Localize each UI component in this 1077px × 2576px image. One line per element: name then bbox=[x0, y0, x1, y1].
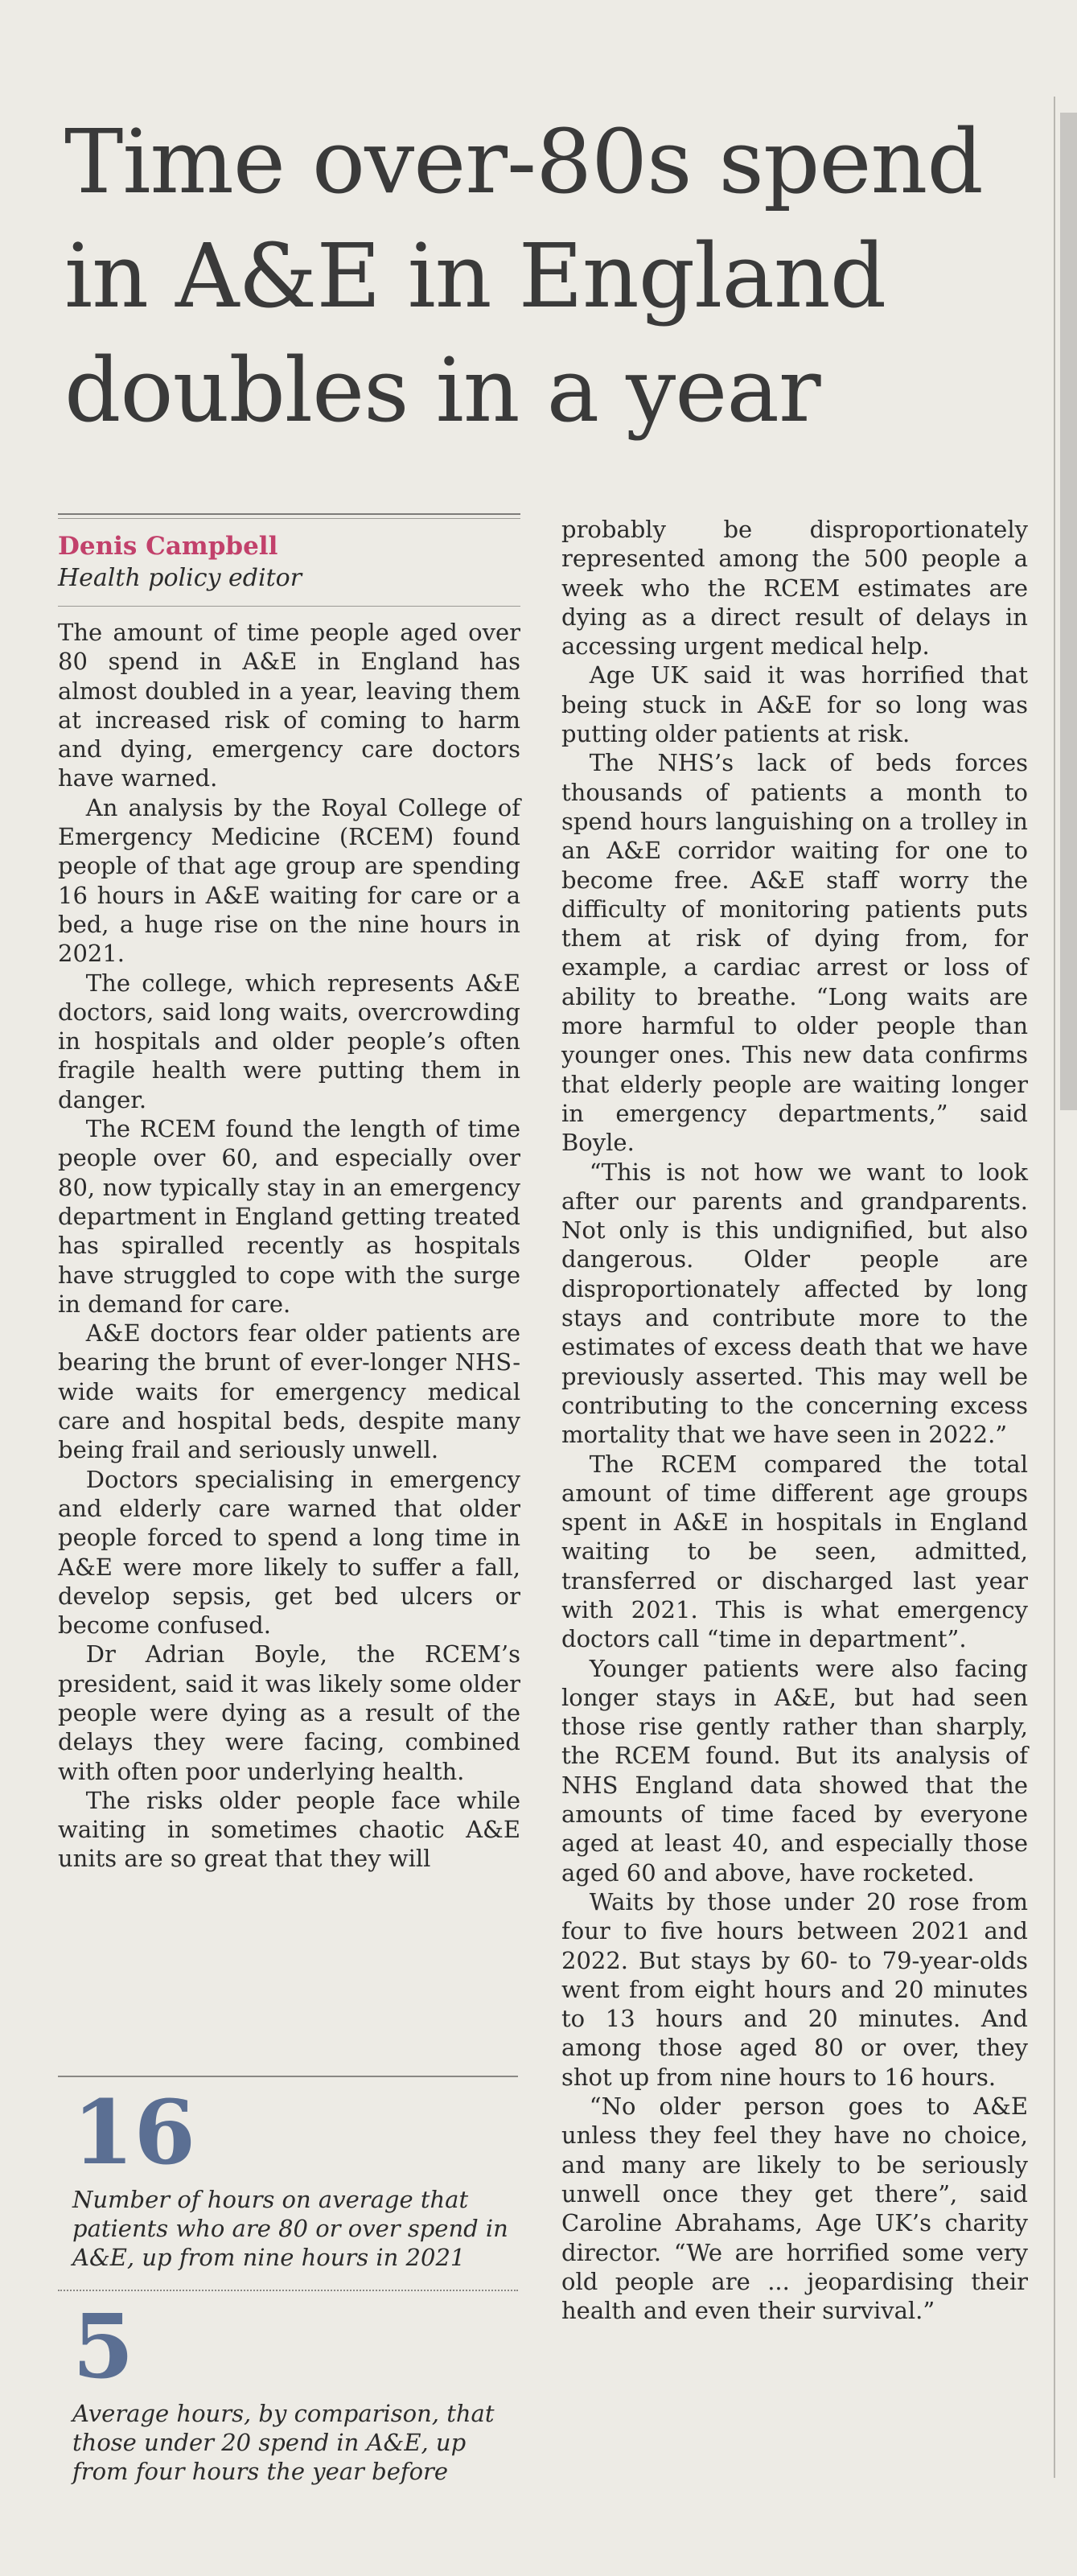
paragraph: An analysis by the Royal College of Emergency Medicine (RCEM) found people of that age group are spending 16 hours in A&E waiting for care or a bed, a huge rise on the nine hours in 2021. bbox=[58, 793, 520, 968]
byline-name: Denis Campbell bbox=[58, 532, 278, 561]
headline: Time over-80s spend in A&E in England doubles in a year bbox=[64, 110, 983, 442]
article-column-right bbox=[561, 515, 1028, 2325]
paragraph: Younger patients were also facing longer stays in A&E, but had seen those rise gently rather than sharply, the RCEM found. But its analysis of NHS England data showed that the amounts of time faced by everyone aged at least 40, and especially those aged 60 and above, have rocketed. bbox=[561, 1654, 1028, 1887]
paragraph: The RCEM found the length of time people over 60, and especially over 80, now typically stay in an emergency department in England getting treated has spiralled recently as hospitals have struggled to cope with the surge in demand for care. bbox=[58, 1115, 520, 1318]
paragraph: The amount of time people aged over 80 spend in A&E in England has almost doubled in a year, leaving them at increased risk of coming to harm and dying, emergency care doctors have warned. bbox=[58, 619, 520, 792]
paragraph: Doctors specialising in emergency and elderly care warned that older people forced to spend a long time in A&E were more likely to suffer a fall, develop sepsis, get bed ulcers or become confused. bbox=[58, 1465, 520, 1640]
paragraph: The NHS’s lack of beds forces thousands of patients a month to spend hours languishing on a trolley in an A&E corridor waiting for one to become free. A&E staff worry the difficulty of monitoring patients puts them at risk of dying from, for example, a cardiac arrest or loss of ability to breathe. “Long waits are more harmful to older people than younger ones. This new data confirms that elderly people are waiting longer in emergency departments,” said Boyle. bbox=[561, 749, 1028, 1157]
paragraph: The RCEM compared the total amount of time different age groups spent in A&E in hospitals in England waiting to be seen, admitted, transferred or discharged last year with 2021. This is what emergency doctors call “time in department”. bbox=[561, 1450, 1028, 1653]
adjacent-column-edge bbox=[1060, 113, 1077, 1110]
paragraph: “No older person goes to A&E unless they feel they have no choice, and many are likely to be seriously unwell once they get there”, said Caroline Abrahams, Age UK’s charity director. “We are horrified some very old people are ... jeopardising their health and even their survival.” bbox=[561, 2092, 1028, 2325]
paragraph: The risks older people face while waiting in sometimes chaotic A&E units are so great that they will bbox=[58, 1786, 520, 1873]
paragraph: “This is not how we want to look after our parents and grandparents. Not only is this undignified, but also dangerous. Older people are disproportionately affected by long stays and contribute more to the estimates of excess death that we have previously asserted. This may well be contributing to the concerning excess mortality that we have seen in 2022.” bbox=[561, 1158, 1028, 1449]
paragraph: Dr Adrian Boyle, the RCEM’s president, said it was likely some older people were dying as a result of the delays they were facing, combined with often poor underlying health. bbox=[58, 1640, 520, 1785]
factbox-divider bbox=[58, 2290, 518, 2291]
paragraph: A&E doctors fear older patients are bearing the brunt of ever-longer NHS-wide waits for emergency medical care and hospital beds, despite many being frail and seriously unwell. bbox=[58, 1319, 520, 1464]
fact-caption: Average hours, by comparison, that those under 20 spend in A&E, up from four hours the year before bbox=[72, 2400, 495, 2485]
column-divider bbox=[1054, 97, 1055, 2478]
paragraph: The college, which represents A&E doctors, said long waits, overcrowding in hospitals and older people’s often fragile health were putting them in danger. bbox=[58, 969, 520, 1113]
paragraph: Waits by those under 20 rose from four to five hours between 2021 and 2022. But stays by 60- to 79-year-olds went from eight hours and 20 minutes to 13 hours and 20 minutes. And among those aged 80 or over, they shot up from nine hours to 16 hours. bbox=[561, 1887, 1028, 2091]
factbox bbox=[58, 2076, 518, 2486]
byline-role: Health policy editor bbox=[58, 564, 302, 592]
fact-number: 16 bbox=[72, 2080, 196, 2184]
fact-number: 5 bbox=[72, 2294, 134, 2398]
article-column-left bbox=[58, 513, 520, 1874]
byline-rule bbox=[58, 513, 520, 519]
paragraph: Age UK said it was horrified that being stuck in A&E for so long was putting older patients at risk. bbox=[561, 661, 1028, 748]
fact-caption: Number of hours on average that patients who are 80 or over spend in A&E, up from nine hours in 2021 bbox=[72, 2186, 508, 2271]
byline-divider bbox=[58, 606, 520, 607]
paragraph: probably be disproportionately represented among the 500 people a week who the RCEM estimates are dying as a direct result of delays in accessing urgent medical help. bbox=[561, 516, 1028, 660]
